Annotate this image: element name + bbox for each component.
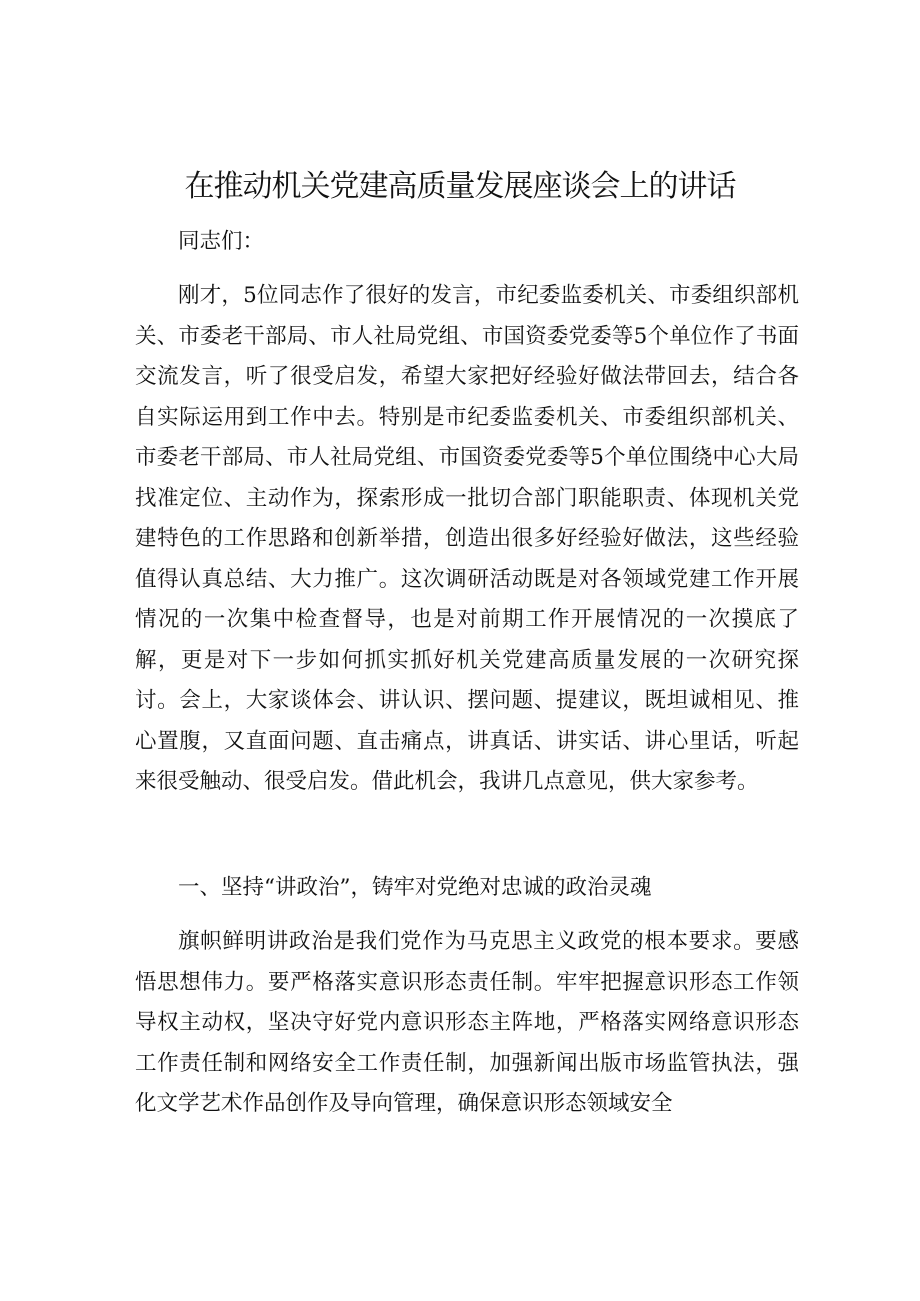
body-paragraph: 刚才，5位同志作了很好的发言，市纪委监委机关、市委组织部机关、市委老干部局、市人社局党组、市国资委党委等5个单位作了书面交流发言，听了很受启发，希望大家把好经验好做法带回去，结合各自实际运用到工作中去。特别是市纪委监委机关、市委组织部机关、市委老干部局、市人社局党组、市国资委党委等5个单位围绕中心大局找准定位、主动作为，探索形成一批切合部门职能职责、体现机关党建特色的工作思路和创新举措，创造出很多好经验好做法，这些经验值得认真总结、大力推广。这次调研活动既是对各领域党建工作开展情况的一次集中检查督导，也是对前期工作开展情况的一次摸底了解，更是对下一步如何抓实抓好机关党建高质量发展的一次研究探讨。会上，大家谈体会、讲认识、摆问题、提建议，既坦诚相见、推心置腹，又直面问题、直击痛点，讲真话、讲实话、讲心里话，听起来很受触动、很受启发。借此机会，我讲几点意见，供大家参考。 (135, 283, 799, 794)
section-heading: 一、坚持“讲政治”，铸牢对党绝对忠诚的政治灵魂 (178, 875, 652, 900)
salutation: 同志们： (178, 229, 265, 254)
body-paragraph: 旗帜鲜明讲政治是我们党作为马克思主义政党的根本要求。要感悟思想伟力。要严格落实意识形态责任制。牢牢把握意识形态工作领导权主动权，坚决守好党内意识形态主阵地，严格落实网络意识形态工作责任制和网络安全工作责任制，加强新闻出版市场监管执法，强化文学艺术作品创作及导向管理，确保意识形态领域安全 (135, 929, 799, 1116)
document-title: 在推动机关党建高质量发展座谈会上的讲话 (184, 169, 736, 204)
